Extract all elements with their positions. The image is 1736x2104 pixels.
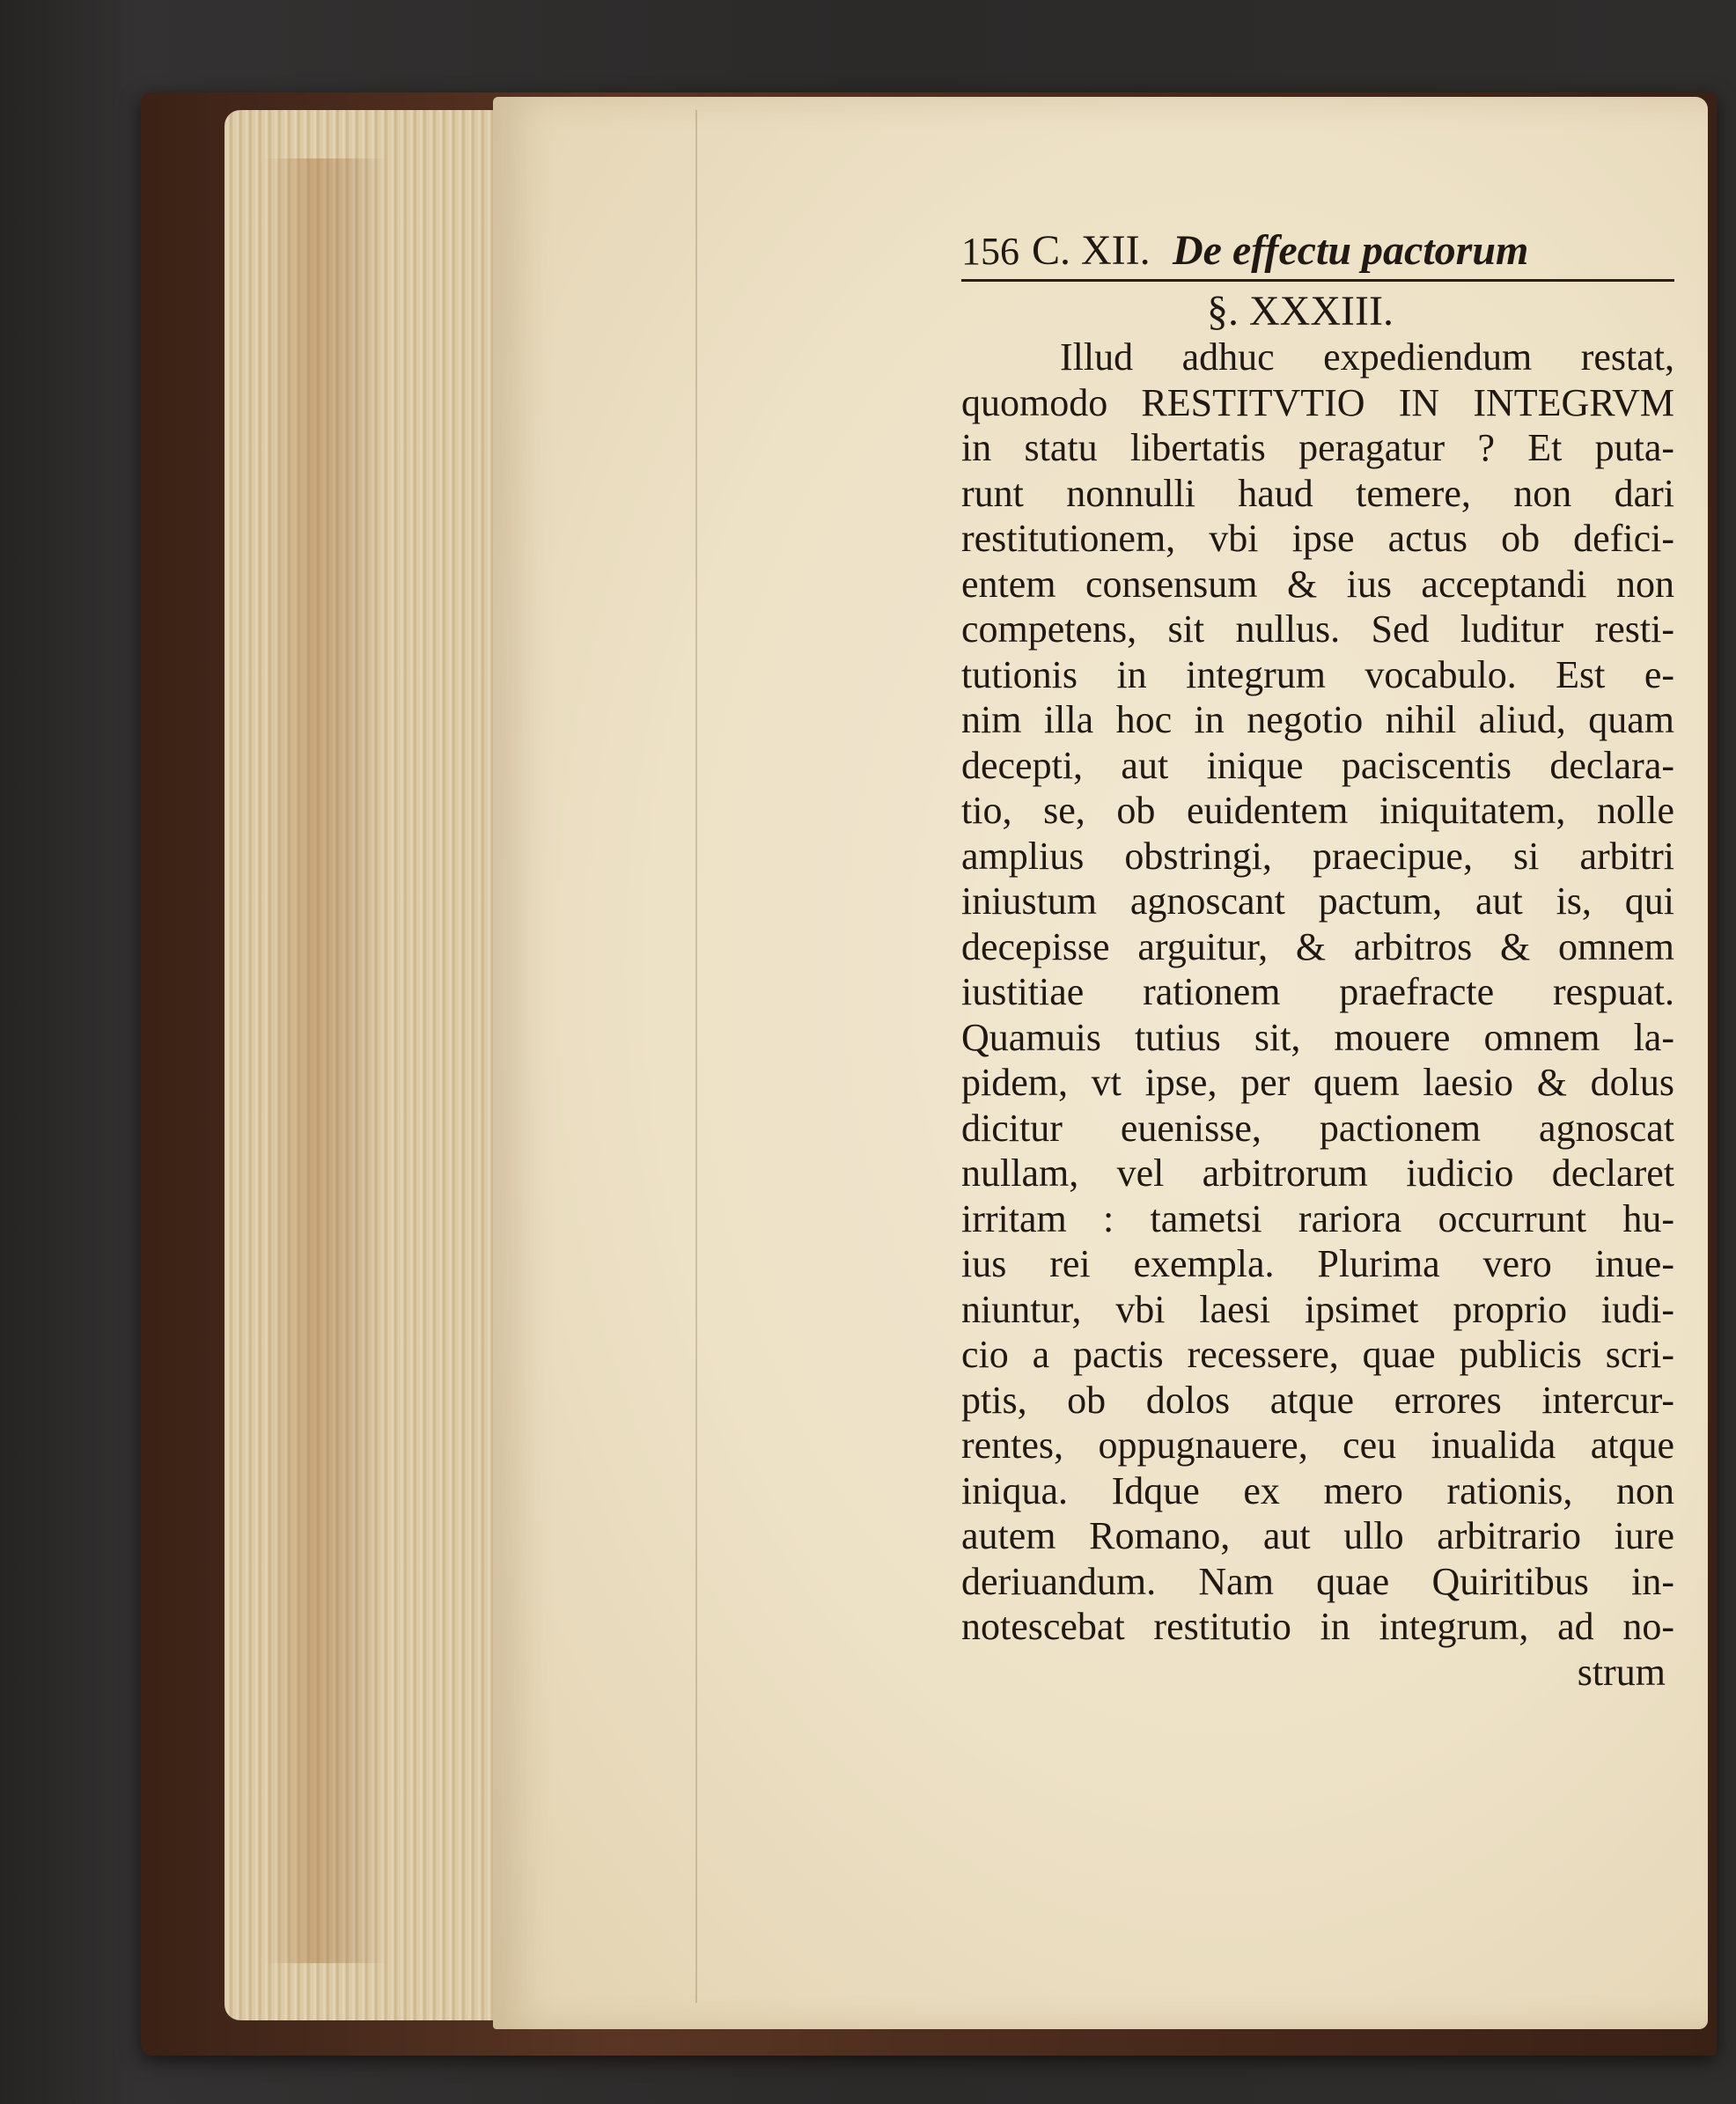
text-line: ptis, ob dolos atque errores intercur-	[961, 1378, 1674, 1422]
text-line: competens, sit nullus. Sed luditur resti-	[961, 607, 1674, 651]
text-line: iustitiae rationem praefracte respuat.	[961, 970, 1674, 1013]
section-heading: §. XXXIII.	[1207, 288, 1394, 335]
text-line: niuntur, vbi laesi ipsimet proprio iudi-	[961, 1287, 1674, 1331]
text-line: in statu libertatis peragatur ? Et puta-	[961, 426, 1674, 469]
page-stain	[264, 158, 387, 1963]
running-header	[961, 224, 1674, 282]
body-text	[961, 335, 1674, 1695]
text-line: Quamuis tutius sit, mouere omnem la-	[961, 1015, 1674, 1059]
text-line: irritam : tametsi rariora occurrunt hu-	[961, 1196, 1674, 1240]
page-number: 156	[961, 230, 1019, 273]
text-line: quomodo RESTITVTIO IN INTEGRVM	[961, 380, 1674, 424]
text-line: ius rei exempla. Plurima vero inue-	[961, 1242, 1674, 1285]
text-line: restitutionem, vbi ipse actus ob defici-	[961, 517, 1674, 560]
text-line: runt nonnulli haud temere, non dari	[961, 471, 1674, 515]
chapter-label: C. XII.	[1032, 227, 1151, 274]
text-line: pidem, vt ipse, per quem laesio & dolus	[961, 1061, 1674, 1104]
text-line: dicitur euenisse, pactionem agnoscat	[961, 1106, 1674, 1150]
text-line: tio, se, ob euidentem iniquitatem, nolle	[961, 789, 1674, 832]
text-line: rentes, oppugnauere, ceu inualida atque	[961, 1424, 1674, 1467]
text-line: Illud adhuc expediendum restat,	[1060, 335, 1674, 379]
text-line: iniustum agnoscant pactum, aut is, qui	[961, 879, 1674, 923]
text-line: iniqua. Idque ex mero rationis, non	[961, 1468, 1674, 1512]
text-line: autem Romano, aut ullo arbitrario iure	[961, 1514, 1674, 1557]
text-line: entem consensum & ius acceptandi non	[961, 562, 1674, 606]
catchword: strum	[1577, 1650, 1666, 1694]
text-line: decepisse arguitur, & arbitros & omnem	[961, 924, 1674, 968]
text-line: nim illa hoc in negotio nihil aliud, quam	[961, 698, 1674, 741]
text-line: notescebat restitutio in integrum, ad no-	[961, 1605, 1674, 1648]
running-title: De effectu pactorum	[1173, 227, 1529, 274]
text-line: cio a pactis recessere, quae publicis scri-	[961, 1333, 1674, 1376]
text-line: decepti, aut inique paciscentis declara-	[961, 743, 1674, 787]
text-block	[961, 224, 1674, 1695]
gutter-line	[695, 110, 697, 2003]
text-line: amplius obstringi, praecipue, si arbitri	[961, 834, 1674, 878]
text-line: deriuandum. Nam quae Quiritibus in-	[961, 1559, 1674, 1603]
text-line: tutionis in integrum vocabulo. Est e-	[961, 652, 1674, 696]
text-line: nullam, vel arbitrorum iudicio declaret	[961, 1151, 1674, 1195]
